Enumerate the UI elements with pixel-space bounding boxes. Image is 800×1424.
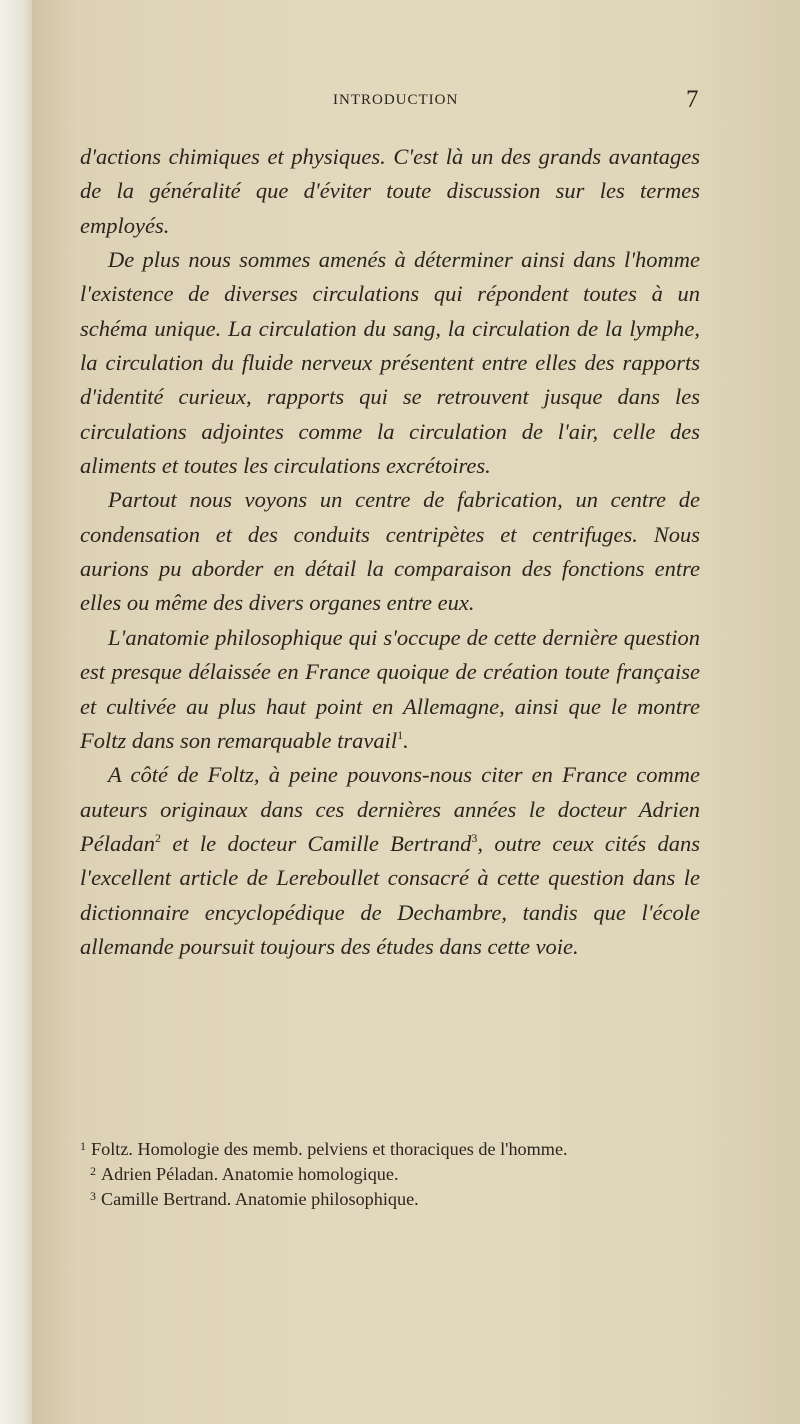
footnote-reference: 3	[471, 830, 478, 845]
paragraph-text: et le docteur Camille Bertrand	[160, 830, 472, 856]
footnote-text: Adrien Péladan. Anatomie homologique.	[101, 1164, 399, 1184]
footnotes	[80, 1137, 695, 1212]
paragraph-text: L'anatomie philosophique qui s'occupe de cette dernière question est presque délaissée en France quoique de création toute française et cultivée au plus haut point en Allemagne, ainsi que le montre Foltz dans son remarquable travail	[80, 624, 700, 753]
paragraph-text: Partout nous voyons un centre de fabrication, un centre de condensation et des conduits centripètes et centrifuges. Nous aurions pu aborder en détail la comparaison des fonctions entre elles ou même des divers organes entre eux.	[80, 487, 700, 616]
paragraph	[80, 243, 700, 483]
paragraph-text: .	[403, 727, 409, 753]
paragraph	[80, 483, 700, 620]
footnote	[80, 1187, 695, 1212]
paragraph	[80, 621, 700, 758]
footnote	[80, 1162, 695, 1187]
page-header	[0, 86, 800, 120]
paragraph-text: d'actions chimiques et physiques. C'est là un des grands avantages de la généralité que d'éviter toute discussion sur les termes employés.	[80, 144, 700, 238]
footnote-mark: 2	[90, 1164, 96, 1178]
body-text	[80, 140, 700, 964]
paragraph-text: De plus nous sommes amenés à déterminer ainsi dans l'homme l'existence de diverses circulations qui répondent toutes à un schéma unique. La circulation du sang, la circulation de la lymphe, la circulation du fluide nerveux présentent entre elles des rapports d'identité curieux, rapports qui se retrouvent jusque dans les circulations adjointes comme la circulation de l'air, celle des aliments et toutes les circulations excrétoires.	[80, 247, 700, 479]
footnote-text: Foltz. Homologie des memb. pelviens et thoraciques de l'homme.	[91, 1139, 568, 1159]
footnote-reference: 1	[397, 727, 404, 742]
paragraph	[80, 758, 700, 964]
page-number: 7	[686, 86, 699, 113]
footnote-reference: 2	[154, 830, 161, 845]
paragraph-text: A côté de Foltz, à peine pouvons-nous citer en France comme auteurs originaux dans ces dernières années le docteur Adrien Péladan	[80, 762, 700, 856]
footnote	[80, 1137, 695, 1162]
running-head: INTRODUCTION	[333, 92, 459, 108]
footnote-mark: 1	[80, 1139, 86, 1153]
page-edge	[0, 0, 32, 1424]
footnote-text: Camille Bertrand. Anatomie philosophique.	[101, 1189, 419, 1209]
footnote-mark: 3	[90, 1189, 96, 1203]
paragraph	[80, 140, 700, 243]
paragraph-text: , outre ceux cités dans l'excellent article de Lereboullet consacré à cette question dans le dictionnaire encyclopédique de Dechambre, tandis que l'école allemande poursuit toujours des études dans cette voie.	[80, 830, 701, 959]
